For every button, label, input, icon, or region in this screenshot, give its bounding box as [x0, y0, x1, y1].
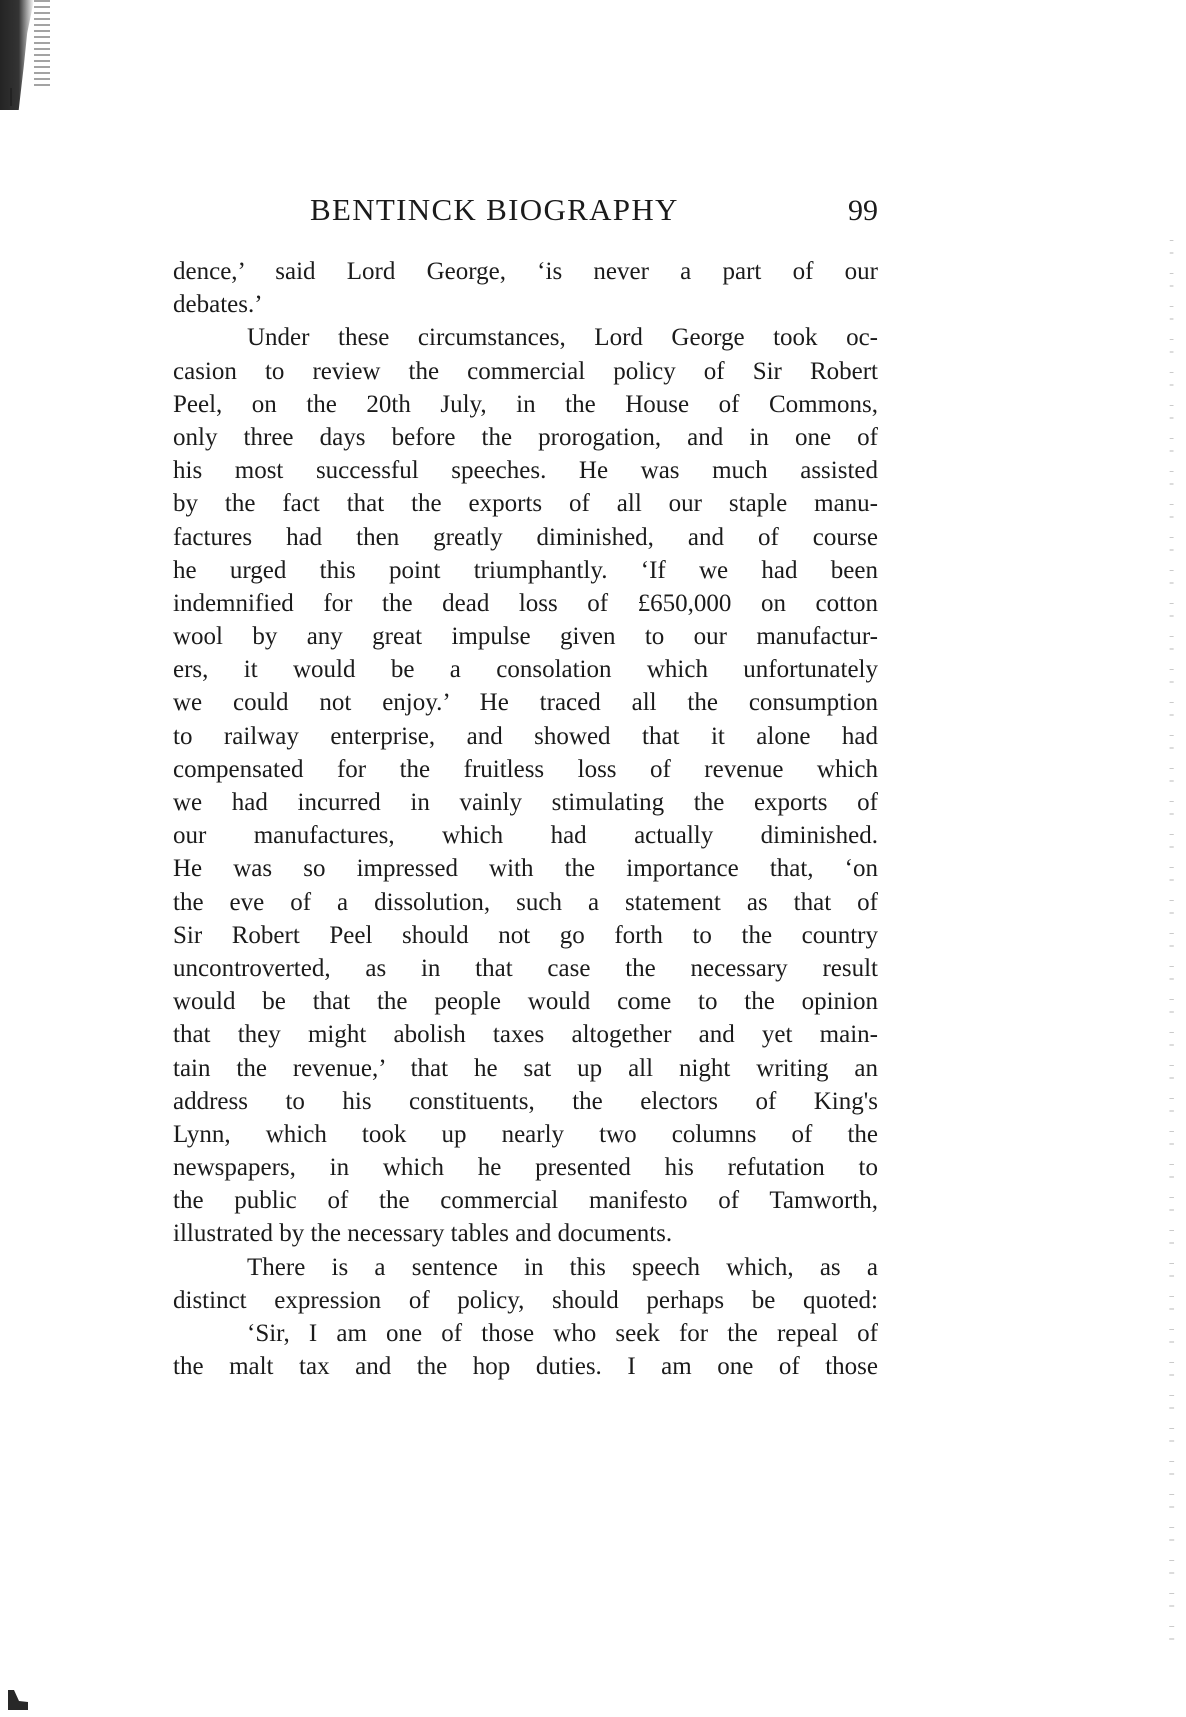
- text-line: illustrated by the necessary tables and documents.: [173, 1220, 673, 1248]
- text-line: the eve of a dissolution, such a statement as that of: [173, 888, 878, 916]
- scan-noise-top-left: [34, 0, 50, 90]
- text-line: to railway enterprise, and showed that it alone had: [173, 722, 878, 750]
- page-edge-shadow: [1158, 230, 1186, 1650]
- text-line: only three days before the prorogation, and in one of: [173, 423, 878, 451]
- text-line: Lynn, which took up nearly two columns of the: [173, 1120, 878, 1148]
- text-line: tain the revenue,’ that he sat up all night writing an: [173, 1054, 878, 1082]
- text-line: he urged this point triumphantly. ‘If we had been: [173, 556, 878, 584]
- text-line: Peel, on the 20th July, in the House of Commons,: [173, 390, 878, 418]
- text-line: we had incurred in vainly stimulating the exports of: [173, 789, 878, 816]
- text-line: our manufactures, which had actually diminished.: [173, 822, 878, 850]
- body-text: [173, 255, 878, 1383]
- text-line: dence,’ said Lord George, ‘is never a part of our: [173, 258, 878, 285]
- text-line: compensated for the fruitless loss of revenue which: [173, 755, 878, 783]
- text-line: indemnified for the dead loss of £650,000 on cotton: [173, 589, 878, 617]
- text-line: address to his constituents, the electors of King's: [173, 1087, 878, 1115]
- scan-tick-mark: [10, 88, 12, 106]
- paragraph-start-line: Under these circumstances, Lord George took oc-: [247, 324, 878, 352]
- page-header: [300, 186, 900, 234]
- text-line: factures had then greatly diminished, and of course: [173, 523, 878, 551]
- text-line: newspapers, in which he presented his refutation to: [173, 1154, 878, 1182]
- paragraph-start-line: There is a sentence in this speech which, as a: [247, 1253, 878, 1281]
- text-line: by the fact that the exports of all our staple manu-: [173, 490, 878, 518]
- text-line: that they might abolish taxes altogether and yet main-: [173, 1021, 878, 1049]
- text-line: casion to review the commercial policy of Sir Robert: [173, 357, 878, 385]
- scan-shadow-top-left: [0, 0, 34, 110]
- text-line: would be that the people would come to the opinion: [173, 988, 878, 1016]
- text-line: wool by any great impulse given to our manufactur-: [173, 623, 878, 651]
- text-line: debates.’: [173, 291, 263, 319]
- page-number: 99: [848, 194, 878, 227]
- quote-start-line: ‘Sir, I am one of those who seek for the repeal of: [247, 1320, 878, 1347]
- text-line: He was so impressed with the importance that, ‘on: [173, 855, 878, 883]
- text-line: ers, it would be a consolation which unfortunately: [173, 656, 878, 684]
- text-line: distinct expression of policy, should perhaps be quoted:: [173, 1286, 878, 1314]
- text-line: we could not enjoy.’ He traced all the consumption: [173, 689, 878, 717]
- text-line: his most successful speeches. He was much assisted: [173, 457, 878, 485]
- running-head: BENTINCK BIOGRAPHY: [310, 192, 679, 227]
- text-line: the malt tax and the hop duties. I am one of those: [173, 1353, 878, 1381]
- text-line: uncontroverted, as in that case the necessary result: [173, 954, 878, 982]
- text-line: Sir Robert Peel should not go forth to the country: [173, 921, 878, 949]
- text-line: the public of the commercial manifesto of Tamworth,: [173, 1187, 878, 1215]
- scan-corner-mark: [8, 1690, 28, 1710]
